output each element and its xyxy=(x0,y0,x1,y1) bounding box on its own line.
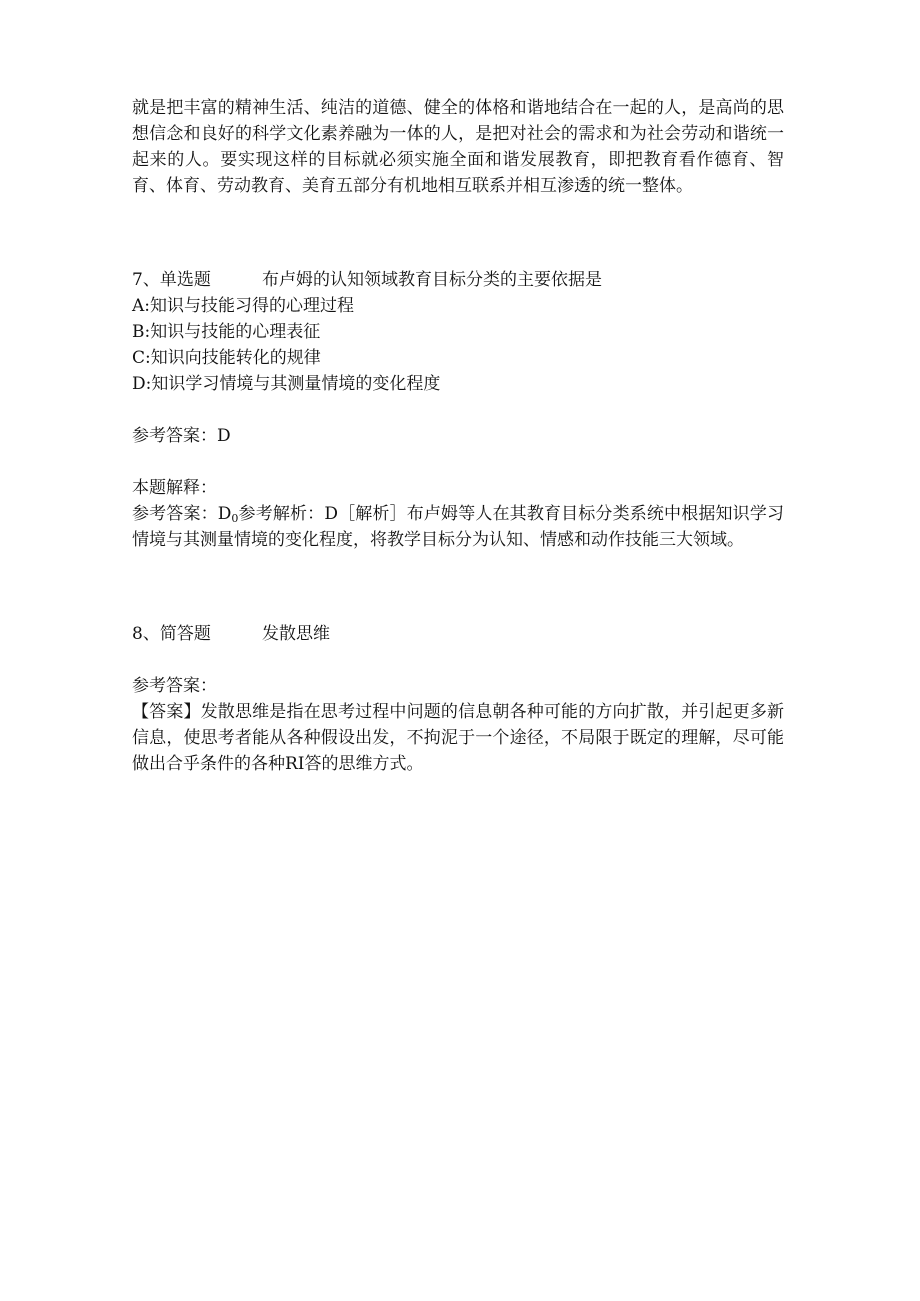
question-7-explain-label: 本题解释： xyxy=(132,478,217,498)
question-7-answer: 参考答案：D xyxy=(132,426,231,446)
question-7-stem: 布卢姆的认知领域教育目标分类的主要依据是 xyxy=(262,270,602,290)
question-8-answer-label: 参考答案： xyxy=(132,676,217,696)
option-d: D:知识学习情境与其测量情境的变化程度 xyxy=(132,374,441,394)
intro-paragraph: 就是把丰富的精神生活、纯洁的道德、健全的体格和谐地结合在一起的人，是高尚的思想信念和良好的科学文化素养融为一体的人，是把对社会的需求和为社会劳动和谐统一起来的人。要实现这样的目标就必须实施全面和谐发展教育，即把教育看作德育、智育、体育、劳动教育、美育五部分有机地相互联系并相互渗透的统一整体。 xyxy=(132,98,784,196)
option-b: B:知识与技能的心理表征 xyxy=(132,322,321,342)
question-7 xyxy=(132,267,784,553)
explain-subscript: 0 xyxy=(231,512,239,525)
question-8-stem: 发散思维 xyxy=(262,624,330,644)
explain-answer: 参考答案：D xyxy=(132,504,232,524)
document-page xyxy=(132,95,784,777)
question-7-explanation xyxy=(132,501,784,553)
explain-body: 参考解析：D［解析］布卢姆等人在其教育目标分类系统中根据知识学习情境与其测量情境的变化程度，将教学目标分为认知、情感和动作技能三大领域。 xyxy=(132,504,784,550)
question-8-header xyxy=(132,621,784,647)
question-7-number: 7、单选题 xyxy=(132,270,211,290)
question-7-header xyxy=(132,267,784,293)
option-c: C:知识向技能转化的规律 xyxy=(132,348,321,368)
question-8-answer-text: 【答案】发散思维是指在思考过程中问题的信息朝各种可能的方向扩散，并引起更多新信息，使思考者能从各种假设出发，不拘泥于一个途径，不局限于既定的理解，尽可能做出合乎条件的各种RI答的思维方式。 xyxy=(132,702,784,774)
option-a: A:知识与技能习得的心理过程 xyxy=(132,296,355,316)
question-8 xyxy=(132,621,784,777)
question-8-number: 8、简答题 xyxy=(132,624,211,644)
